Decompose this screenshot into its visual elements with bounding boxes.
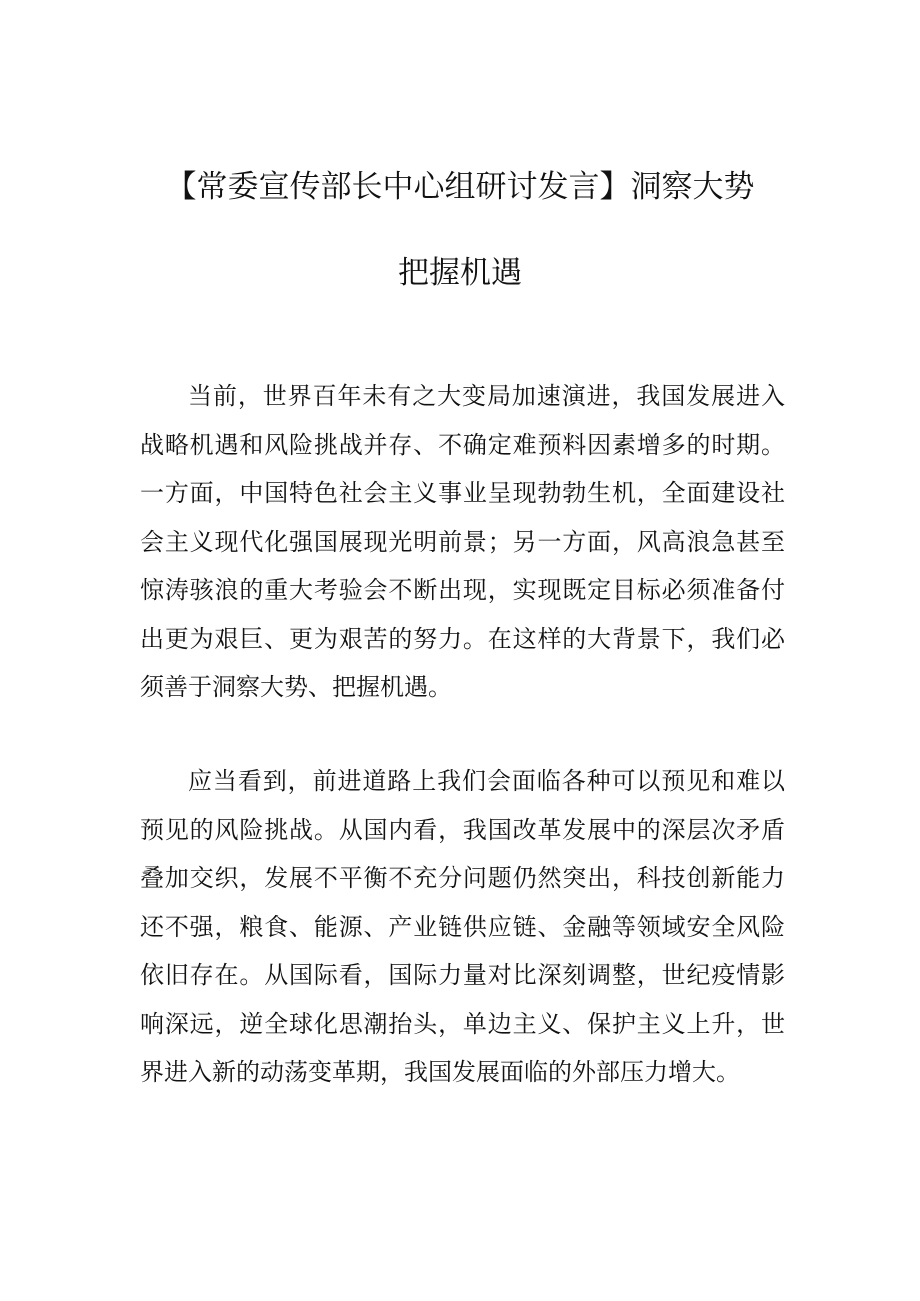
body-paragraph-2: 应当看到，前进道路上我们会面临各种可以预见和难以预见的风险挑战。从国内看，我国改革发展中的深层次矛盾叠加交织，发展不平衡不充分问题仍然突出，科技创新能力还不强，粮食、能源、产业链供应链、金融等领域安全风险依旧存在。从国际看，国际力量对比深刻调整，世纪疫情影响深远，逆全球化思潮抬头，单边主义、保护主义上升，世界进入新的动荡变革期，我国发展面临的外部压力增大。 bbox=[140, 767, 785, 1086]
document-title-line-1: 【常委宣传部长中心组研讨发言】洞察大势 bbox=[165, 169, 755, 205]
body-paragraph-1: 当前，世界百年未有之大变局加速演进，我国发展进入战略机遇和风险挑战并存、不确定难预料因素增多的时期。一方面，中国特色社会主义事业呈现勃勃生机，全面建设社会主义现代化强国展现光明前景；另一方面，风高浪急甚至惊涛骇浪的重大考验会不断出现，实现既定目标必须准备付出更为艰巨、更为艰苦的努力。在这样的大背景下，我们必须善于洞察大势、把握机遇。 bbox=[140, 382, 785, 701]
document-title-line-2: 把握机遇 bbox=[398, 255, 522, 291]
